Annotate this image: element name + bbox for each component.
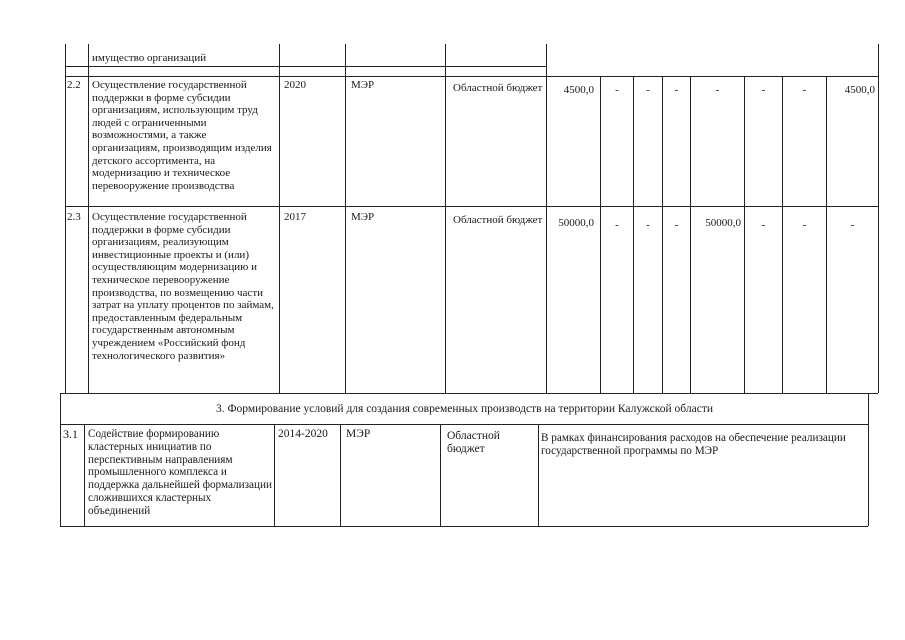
row-2-2-period: 2020 (284, 79, 306, 91)
row-2-2-year-1: - (615, 84, 619, 96)
grid-hline (65, 76, 878, 77)
grid-vline (782, 76, 783, 393)
row-2-3-year-3: - (674, 219, 679, 231)
row-2-2-source: Областной бюджет (453, 82, 543, 94)
row-3-1-description: Содействие формированию кластерных инициатив по перспективным направлениям промышленного комплекса и поддержка дальнейшей формализации сложившихся кластерных объединений (88, 428, 272, 517)
grid-vline (440, 424, 441, 526)
row-2-3-source: Областной бюджет (453, 214, 543, 226)
grid-vline (88, 44, 89, 393)
row-3-1-id: 3.1 (63, 427, 78, 441)
row-2-3-year-5: - (761, 219, 766, 231)
grid-vline (445, 44, 446, 393)
grid-vline (690, 76, 691, 393)
grid-vline (633, 76, 634, 393)
row-2-2-description: Осуществление государственной поддержки в форме субсидии организациям, использующим труд людей с ограниченными возможностями, а также организациям, производящим изделия детского ассортимента, на модернизацию и техническое перевооружение производства (92, 79, 272, 192)
row-2-3-year-1: - (615, 219, 619, 231)
grid-hline (65, 66, 546, 67)
row-2-3-description: Осуществление государственной поддержки в форме субсидии организациям, реализующим инвестиционные проекты и (или) осуществляющим модернизацию и техническое перевооружение производства, по возмещению части затрат на уплату процентов по займам, предоставленным федеральным государственным автономным учреждением «Российский фонд технологического развития» (92, 211, 274, 362)
row-2-2-total: 4500,0 (563, 84, 594, 96)
grid-vline (662, 76, 663, 393)
row-2-2-id: 2.2 (67, 79, 81, 91)
continuation-description: имущество организаций (92, 52, 207, 64)
row-2-3-period: 2017 (284, 211, 306, 223)
grid-vline (345, 44, 346, 393)
grid-vline (868, 393, 869, 424)
grid-vline (279, 44, 280, 393)
row-3-1-source: Областной бюджет (447, 430, 500, 455)
grid-vline (60, 424, 61, 526)
grid-vline (826, 76, 827, 393)
row-2-3-total: 50000,0 (558, 217, 594, 229)
grid-hline (60, 424, 868, 425)
section-3-title: 3. Формирование условий для создания современных производств на территории Калужской области (215, 403, 714, 415)
grid-hline (60, 393, 878, 394)
row-2-3-year-2: - (646, 219, 650, 231)
row-3-1-period: 2014-2020 (278, 428, 328, 440)
grid-vline (274, 424, 275, 526)
row-2-3-year-4: 50000,0 (705, 217, 741, 229)
row-2-2-executor: МЭР (351, 79, 375, 91)
row-2-3-id: 2.3 (67, 211, 81, 223)
grid-vline (878, 44, 879, 393)
row-2-2-year-7: 4500,0 (844, 84, 875, 96)
grid-vline (84, 424, 85, 526)
grid-vline (538, 424, 539, 526)
row-2-3-year-6: - (802, 219, 807, 231)
grid-vline (340, 424, 341, 526)
row-2-2-year-3: - (674, 84, 679, 96)
row-3-1-executor: МЭР (346, 428, 371, 440)
row-2-2-year-4: - (715, 84, 720, 96)
grid-vline (65, 44, 66, 393)
row-3-1-funding-note: В рамках финансирования расходов на обеспечение реализации государственной программы по МЭР (541, 432, 846, 457)
grid-vline (744, 76, 745, 393)
grid-vline (600, 76, 601, 393)
row-2-3-executor: МЭР (351, 211, 375, 223)
row-2-3-year-7: - (850, 219, 855, 231)
row-2-2-year-2: - (646, 84, 650, 96)
row-2-2-year-6: - (802, 84, 807, 96)
row-2-2-year-5: - (761, 84, 766, 96)
grid-hline (60, 526, 868, 527)
grid-hline (65, 206, 878, 207)
